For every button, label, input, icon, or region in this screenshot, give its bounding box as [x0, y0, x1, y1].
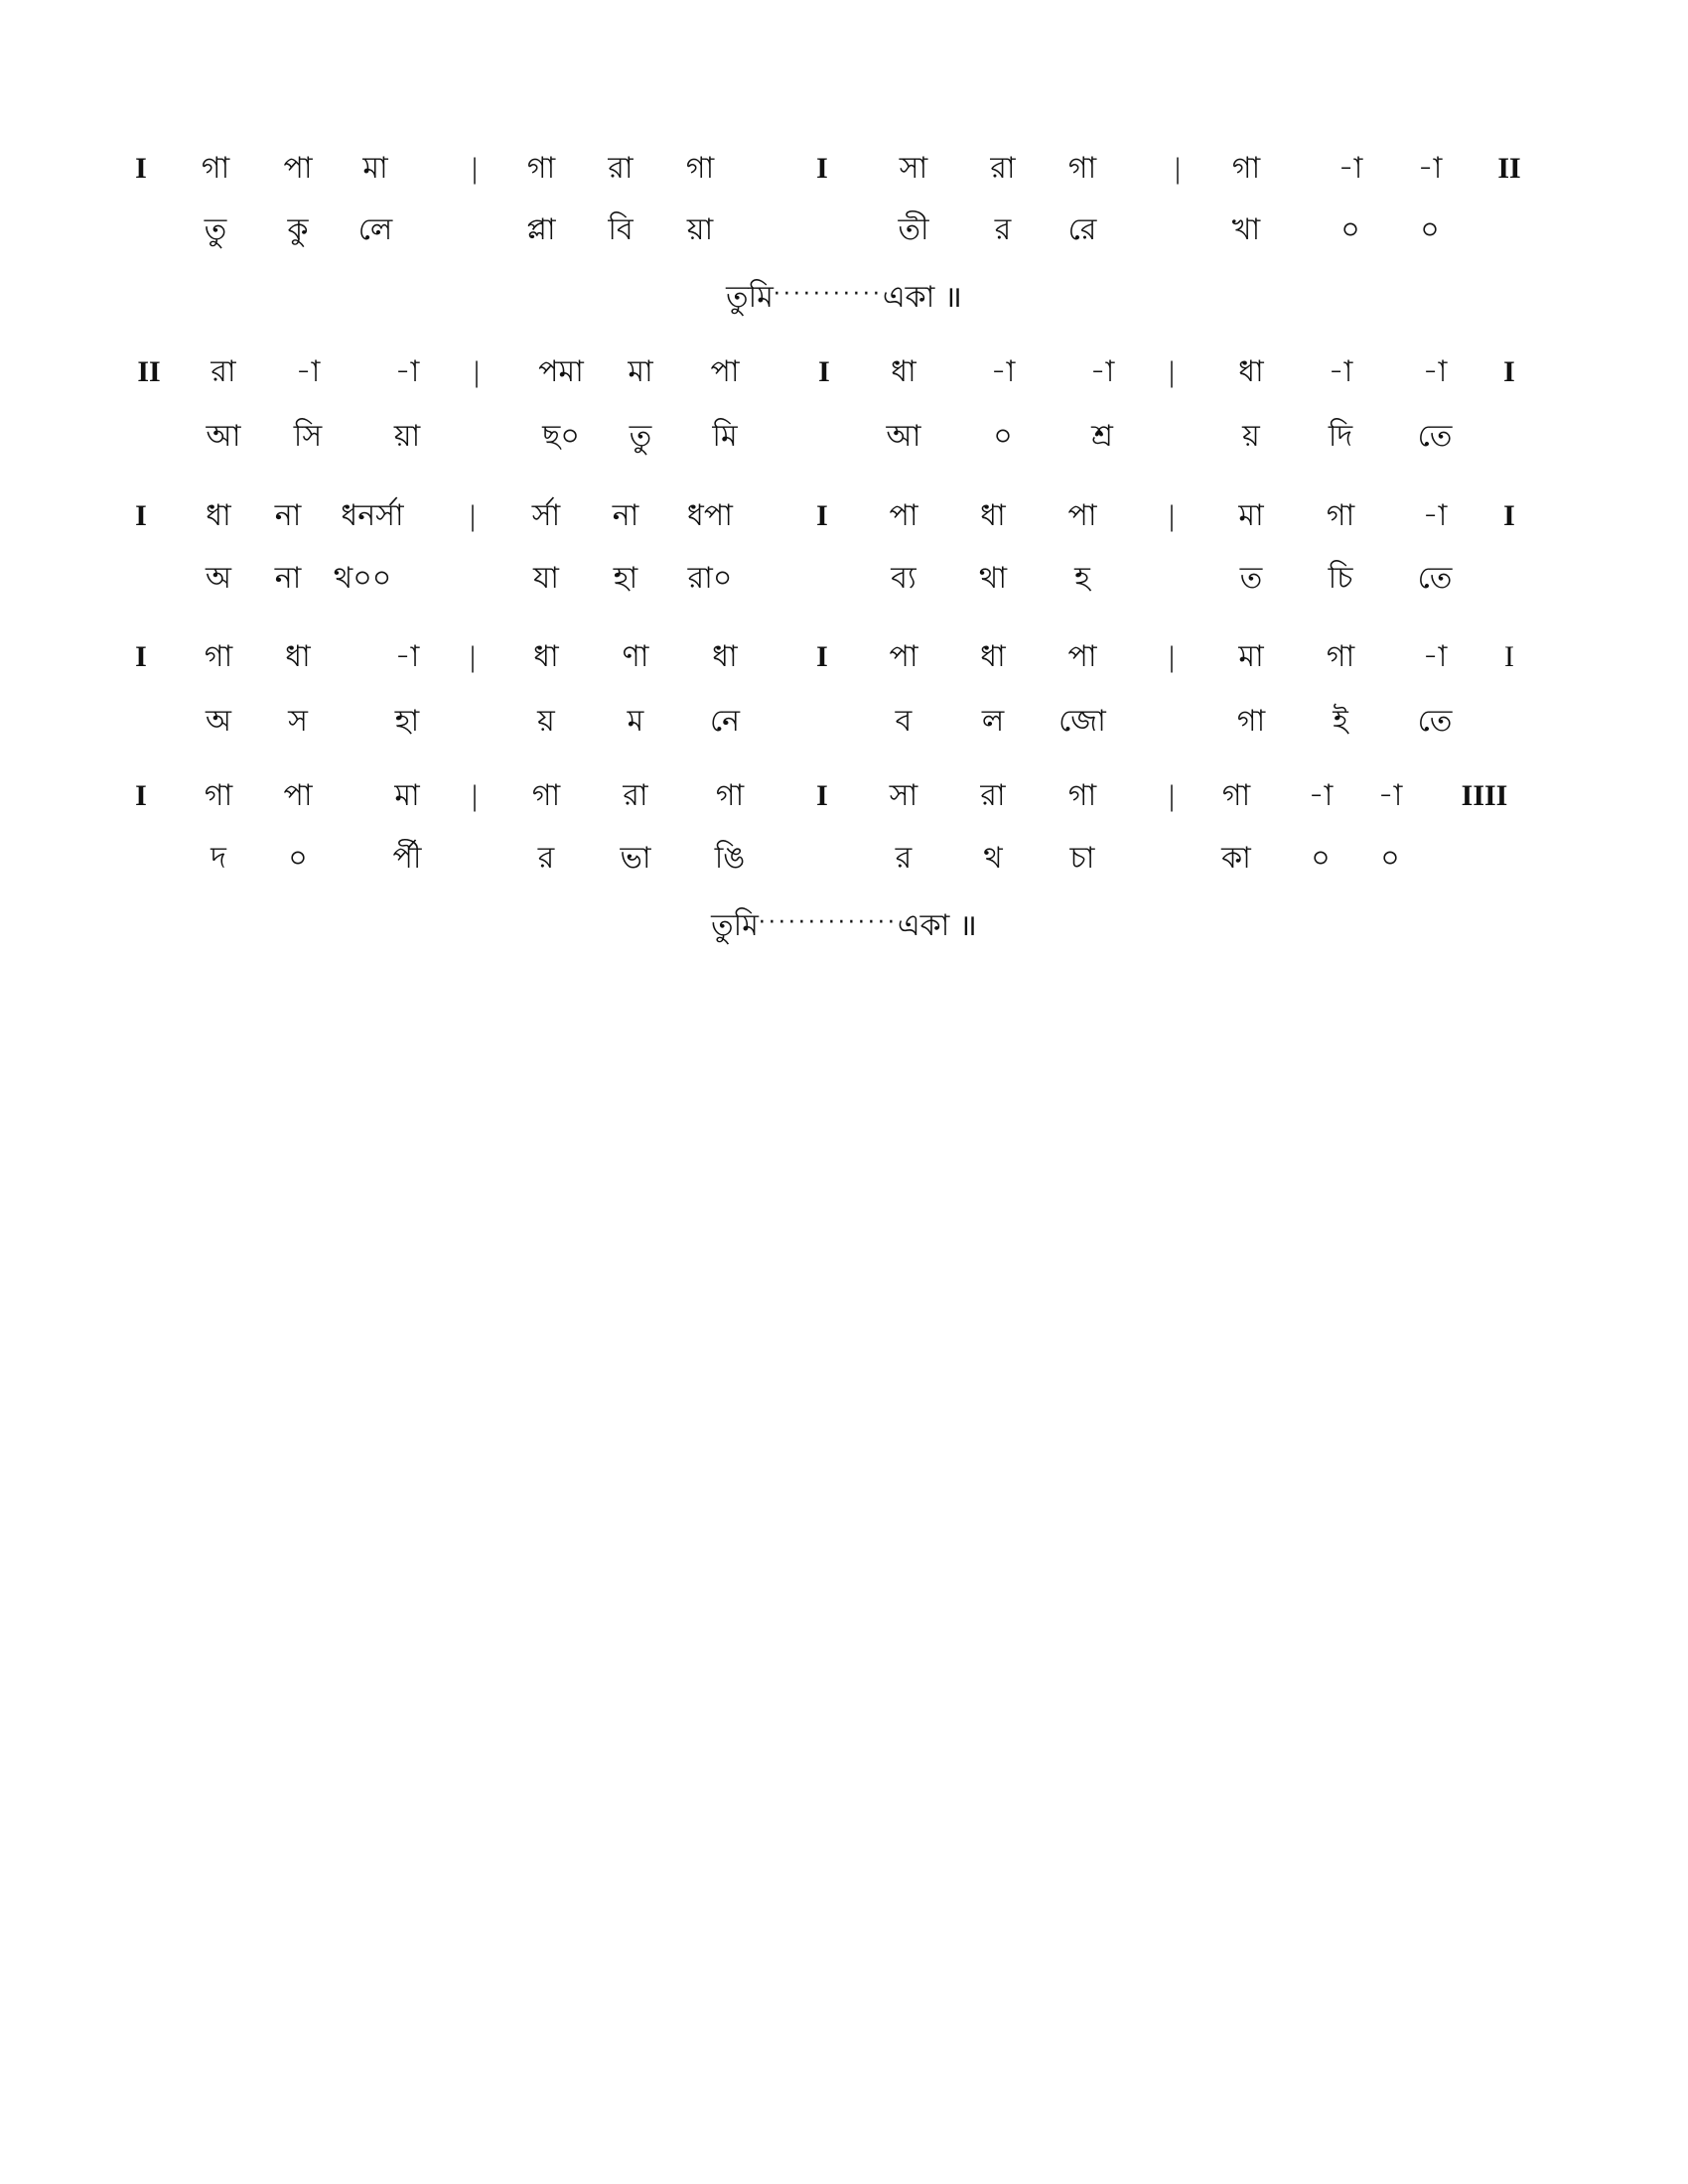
- lyric-syllable: ল: [981, 704, 1005, 739]
- note: -া: [1337, 151, 1363, 186]
- bar-line: I: [816, 779, 828, 812]
- lyric-syllable: অ: [206, 704, 231, 739]
- lyric-syllable: ছ০: [542, 419, 580, 454]
- lyric-syllable: দ: [211, 841, 226, 876]
- note: -া: [1417, 151, 1443, 186]
- bar-line: I: [135, 152, 147, 185]
- bar-line: II: [137, 355, 161, 388]
- note: গা: [715, 778, 745, 813]
- lyric-syllable: বি: [608, 212, 633, 247]
- bar-line: I: [135, 640, 147, 673]
- note: না: [612, 498, 639, 533]
- bar-line: II: [1497, 152, 1521, 185]
- bar-line: I: [816, 499, 828, 532]
- lyric-syllable: মি: [712, 419, 738, 454]
- note: গা: [526, 151, 556, 186]
- note: গা: [1326, 498, 1355, 533]
- lyric-syllable: শ্র: [1091, 419, 1113, 454]
- lyric-syllable: থা: [978, 561, 1008, 596]
- lyric-syllable: চি: [1328, 561, 1353, 596]
- lyric-syllable: য়: [1242, 419, 1260, 454]
- beat-divider: |: [1168, 355, 1176, 388]
- lyric-syllable: ০: [993, 419, 1013, 454]
- note: গা: [201, 151, 230, 186]
- refrain-dots: ··············: [758, 910, 898, 935]
- note: গা: [1221, 778, 1251, 813]
- note: র্সা: [531, 498, 561, 533]
- lyric-syllable: থ০০: [333, 561, 392, 596]
- note: মা: [362, 151, 388, 186]
- lyric-syllable: আ: [886, 419, 921, 454]
- note: রা: [608, 151, 633, 186]
- lyric-syllable: ০: [1340, 212, 1360, 247]
- beat-divider: |: [1168, 499, 1176, 532]
- lyric-syllable: দি: [1328, 419, 1353, 454]
- note: সা: [899, 151, 928, 186]
- lyric-syllable: অ: [206, 561, 231, 596]
- refrain-end: একা: [897, 908, 950, 943]
- note: মা: [628, 354, 653, 389]
- lyric-syllable: স: [288, 704, 308, 739]
- note: -া: [1422, 354, 1448, 389]
- note: ধা: [980, 639, 1006, 674]
- note: রা: [980, 778, 1006, 813]
- notes-row-1: [0, 139, 1688, 199]
- lyric-syllable: লে: [357, 212, 393, 247]
- refrain-mark: ॥: [943, 280, 962, 315]
- note: ধা: [712, 639, 738, 674]
- lyrics-row-2: [0, 407, 1688, 467]
- lyric-syllable: ভা: [620, 841, 651, 876]
- lyric-syllable: প্লা: [526, 212, 556, 247]
- lyric-syllable: কু: [287, 212, 309, 247]
- lyric-syllable: ম: [627, 704, 644, 739]
- lyric-syllable: ০: [288, 841, 308, 876]
- note: ধা: [533, 639, 559, 674]
- bar-line: I: [818, 355, 830, 388]
- note: -া: [295, 354, 321, 389]
- refrain-line-1: [0, 270, 1688, 320]
- lyric-syllable: সি: [293, 419, 323, 454]
- lyric-syllable: তে: [1417, 561, 1453, 596]
- note: ধা: [980, 498, 1006, 533]
- bar-line: I: [1503, 499, 1515, 532]
- note: পা: [283, 151, 313, 186]
- note: মা: [1238, 639, 1264, 674]
- note: -া: [394, 639, 420, 674]
- beat-divider: |: [471, 779, 479, 812]
- lyric-syllable: তী: [898, 212, 929, 247]
- beat-divider: |: [469, 499, 477, 532]
- note: ধা: [285, 639, 311, 674]
- notation-score: [0, 0, 1688, 993]
- note: না: [274, 498, 302, 533]
- lyric-syllable: তু: [629, 419, 652, 454]
- notes-row-4: [0, 627, 1688, 687]
- lyric-syllable: থ: [983, 841, 1003, 876]
- beat-divider: |: [1168, 779, 1176, 812]
- note: গা: [204, 639, 233, 674]
- lyrics-row-5: [0, 829, 1688, 888]
- lyric-syllable: হ: [1074, 561, 1090, 596]
- note: গা: [1067, 151, 1097, 186]
- refrain-start: তুমি: [711, 908, 759, 943]
- note: -া: [1422, 498, 1448, 533]
- lyric-syllable: র্পী: [392, 841, 422, 876]
- note: -া: [1328, 354, 1353, 389]
- note: পা: [889, 498, 918, 533]
- lyric-syllable: তু: [204, 212, 227, 247]
- note: ণা: [622, 639, 649, 674]
- refrain-mark: ॥: [958, 908, 977, 943]
- note: পা: [710, 354, 740, 389]
- beat-divider: |: [1174, 152, 1182, 185]
- lyric-syllable: খা: [1231, 212, 1261, 247]
- note: -া: [990, 354, 1016, 389]
- lyric-syllable: ঙি: [714, 841, 746, 876]
- lyrics-row-1: [0, 201, 1688, 260]
- notes-row-5: [0, 766, 1688, 826]
- lyric-syllable: ০: [1311, 841, 1331, 876]
- lyric-syllable: র: [895, 841, 913, 876]
- refrain-start: তুমি: [726, 280, 774, 315]
- note: রা: [990, 151, 1016, 186]
- note: রা: [623, 778, 648, 813]
- beat-divider: |: [469, 640, 477, 673]
- note: -া: [1422, 639, 1448, 674]
- refrain-dots: ···········: [773, 282, 883, 307]
- lyric-syllable: যা: [533, 561, 559, 596]
- note: সা: [889, 778, 918, 813]
- lyric-syllable: হা: [394, 704, 420, 739]
- refrain-line-5: [0, 898, 1688, 948]
- note: ধা: [206, 498, 231, 533]
- bar-line: I: [816, 640, 828, 673]
- lyric-syllable: কা: [1221, 841, 1251, 876]
- lyrics-row-3: [0, 549, 1688, 609]
- note: -া: [1089, 354, 1115, 389]
- beat-divider: |: [473, 355, 481, 388]
- bar-line: IIII: [1461, 779, 1508, 812]
- note: ধপা: [687, 498, 733, 533]
- lyric-syllable: ব্য: [891, 561, 916, 596]
- note: মা: [1238, 498, 1264, 533]
- note: ধা: [1238, 354, 1264, 389]
- refrain-end: একা: [882, 280, 935, 315]
- bar-line: I: [816, 152, 828, 185]
- note: রা: [211, 354, 236, 389]
- lyric-syllable: র: [994, 212, 1012, 247]
- lyric-syllable: চা: [1069, 841, 1095, 876]
- lyric-syllable: ০: [1420, 212, 1440, 247]
- lyric-syllable: রা০: [687, 561, 733, 596]
- lyric-syllable: নে: [709, 704, 741, 739]
- bar-line: I: [1504, 640, 1514, 673]
- lyric-syllable: জো: [1058, 704, 1106, 739]
- lyric-syllable: না: [274, 561, 302, 596]
- lyric-syllable: গা: [1236, 704, 1266, 739]
- note: পা: [283, 778, 313, 813]
- lyric-syllable: য়া: [686, 212, 714, 247]
- lyric-syllable: য়: [537, 704, 555, 739]
- beat-divider: |: [471, 152, 479, 185]
- lyric-syllable: হা: [613, 561, 638, 596]
- lyric-syllable: তে: [1417, 419, 1453, 454]
- beat-divider: |: [1168, 640, 1176, 673]
- lyric-syllable: ত: [1239, 561, 1263, 596]
- note: গা: [1326, 639, 1355, 674]
- note: মা: [394, 778, 420, 813]
- note: -া: [1377, 778, 1403, 813]
- lyric-syllable: আ: [206, 419, 241, 454]
- note: গা: [685, 151, 715, 186]
- note: পা: [1067, 498, 1097, 533]
- note: -া: [1308, 778, 1334, 813]
- note: পমা: [538, 354, 584, 389]
- note: গা: [1067, 778, 1097, 813]
- lyric-syllable: তে: [1417, 704, 1453, 739]
- lyric-syllable: য়া: [393, 419, 421, 454]
- lyric-syllable: রে: [1067, 212, 1097, 247]
- bar-line: I: [135, 499, 147, 532]
- bar-line: I: [1503, 355, 1515, 388]
- lyrics-row-4: [0, 692, 1688, 751]
- lyric-syllable: ০: [1380, 841, 1400, 876]
- note: গা: [204, 778, 233, 813]
- note: ধা: [891, 354, 916, 389]
- notes-row-3: [0, 486, 1688, 546]
- lyric-syllable: ব: [895, 704, 913, 739]
- lyric-syllable: র: [537, 841, 555, 876]
- note: গা: [1231, 151, 1261, 186]
- bar-line: I: [135, 779, 147, 812]
- note: গা: [531, 778, 561, 813]
- note: ধনর্সা: [341, 498, 404, 533]
- note: পা: [1067, 639, 1097, 674]
- lyric-syllable: ই: [1333, 704, 1348, 739]
- note: -া: [394, 354, 420, 389]
- notes-row-2: [0, 342, 1688, 402]
- note: পা: [889, 639, 918, 674]
